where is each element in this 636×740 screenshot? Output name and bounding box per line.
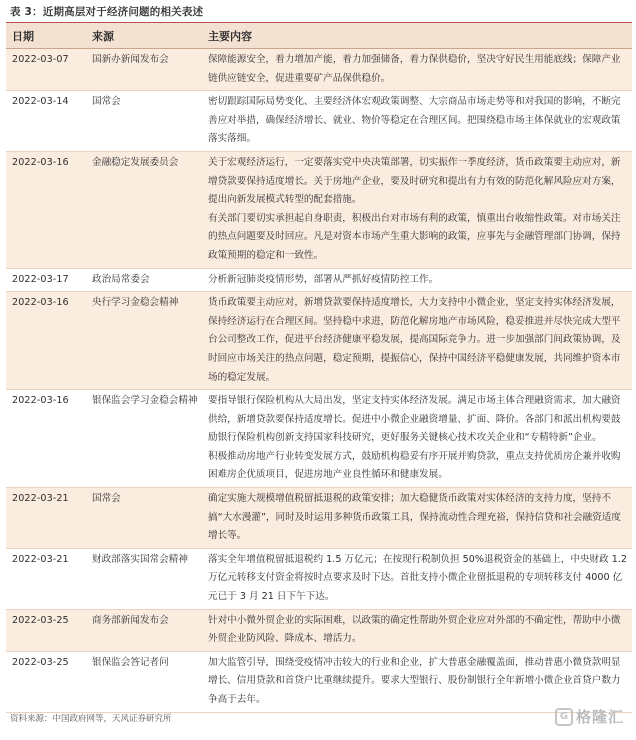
row-date: 2022-03-14 <box>6 91 86 152</box>
row-source: 金融稳定发展委员会 <box>86 151 202 268</box>
row-source: 国常会 <box>86 488 202 549</box>
statements-table <box>6 22 632 713</box>
row-source: 银保监会答记者问 <box>86 651 202 712</box>
brand-icon: G <box>555 708 573 726</box>
row-content <box>202 91 632 152</box>
row-source: 银保监会学习金稳会精神 <box>86 390 202 488</box>
header-content: 主要内容 <box>202 23 632 49</box>
table-row <box>6 488 632 549</box>
content-paragraph: 确定实施大规模增值税留抵退税的政策安排；加大稳健货币政策对实体经济的支持力度，坚持不搞“大水漫灌”，同时及时运用多种货币政策工具，保持流动性合理充裕，保持信贷和社会融资适度增长等。 <box>208 493 621 542</box>
content-paragraph: 保障能源安全，着力增加产能，着力加强储备，着力保供稳价，坚决守好民生用能底线；保障产业链供应链安全，促进重要矿产品保供稳价。 <box>208 54 621 84</box>
row-content <box>202 151 632 268</box>
row-date: 2022-03-16 <box>6 390 86 488</box>
table-row <box>6 548 632 609</box>
row-content <box>202 292 632 390</box>
content-paragraph: 落实全年增值税留抵退税约 1.5 万亿元；在按现行税制负担 50%退税资金的基础上，中央财政 1.2 万亿元转移支付资金将按时点要求及时下达。首批支持小微企业留抵退税的专项转移支付 4000 亿元已于 3 月 21 日下午下达。 <box>208 553 628 603</box>
table-row <box>6 609 632 651</box>
table-row <box>6 151 632 268</box>
row-date: 2022-03-16 <box>6 292 86 390</box>
header-source: 来源 <box>86 23 202 49</box>
table-row <box>6 268 632 292</box>
table-row <box>6 292 632 390</box>
header-date: 日期 <box>6 23 86 49</box>
row-content <box>202 488 632 549</box>
row-date: 2022-03-21 <box>6 548 86 609</box>
content-paragraph: 密切跟踪国际局势变化、主要经济体宏观政策调整、大宗商品市场走势等和对我国的影响，不断完善应对举措，确保经济增长、就业、物价等稳定在合理区间。把围绕稳市场主体保就业的宏观政策落实落细。 <box>208 96 621 145</box>
table-header-row <box>6 23 632 49</box>
source-note: 资料来源：中国政府网等，天风证券研究所 <box>10 714 172 724</box>
row-date: 2022-03-07 <box>6 49 86 91</box>
content-paragraph: 分析新冠肺炎疫情形势，部署从严抓好疫情防控工作。 <box>208 273 439 285</box>
row-source: 央行学习金稳会精神 <box>86 292 202 390</box>
row-source: 财政部落实国常会精神 <box>86 548 202 609</box>
table-row <box>6 91 632 152</box>
content-paragraph: 加大监管引导，围绕受疫情冲击较大的行业和企业，扩大普惠金融覆盖面，推动普惠小微贷款明显增长、信用贷款和首贷户比重继续提升。要求大型银行、股份制银行全年新增小微企业首贷户数力争高于去年。 <box>208 656 621 705</box>
content-paragraph: 要指导银行保险机构从大局出发，坚定支持实体经济发展。满足市场主体合理融资需求，加大融资供给，新增贷款要保持适度增长。促进中小微企业融资增量、扩面、降价。各部门和派出机构要鼓励银行保险机构创新支持国家科技研究，更好服务关键核心技术攻关企业和“专精特新”企业。 <box>208 395 621 444</box>
row-content <box>202 49 632 91</box>
content-paragraph: 关于宏观经济运行，一定要落实党中央决策部署，切实振作一季度经济，货币政策要主动应对，新增贷款要保持适度增长。关于房地产企业，要及时研究和提出有力有效的防范化解风险应对方案，提出向新发展模式转型的配套措施。 <box>208 156 621 206</box>
table-row <box>6 390 632 488</box>
content-paragraph: 针对中小微外贸企业的实际困难，以政策的确定性帮助外贸企业应对外部的不确定性，帮助中小微外贸企业防风险、降成本、增活力。 <box>208 614 621 645</box>
row-date: 2022-03-25 <box>6 651 86 712</box>
content-paragraph: 有关部门要切实承担起自身职责，积极出台对市场有利的政策，慎重出台收缩性政策。对市场关注的热点问题要及时回应。凡是对资本市场产生重大影响的政策，应事先与金融管理部门协调，保持政策预期的稳定和一致性。 <box>208 212 621 261</box>
row-content <box>202 268 632 292</box>
row-source: 政治局常委会 <box>86 268 202 292</box>
table-row <box>6 651 632 712</box>
row-date: 2022-03-21 <box>6 488 86 549</box>
row-source: 商务部新闻发布会 <box>86 609 202 651</box>
row-content <box>202 390 632 488</box>
row-date: 2022-03-17 <box>6 268 86 292</box>
watermark-logo <box>555 706 624 727</box>
table-caption: 表 3：近期高层对于经济问题的相关表述 <box>10 6 204 18</box>
row-content <box>202 651 632 712</box>
content-paragraph: 积极推动房地产行业转变发展方式，鼓励机构稳妥有序开展并购贷款，重点支持优质房企兼并收购困难房企优质项目，促进房地产业良性循环和健康发展。 <box>208 450 621 481</box>
row-content <box>202 609 632 651</box>
content-paragraph: 货币政策要主动应对，新增贷款要保持适度增长，大力支持中小微企业，坚定支持实体经济发展，保持经济运行在合理区间。坚持稳中求进，防范化解房地产市场风险，稳妥推进并尽快完成大型平台公司整改工作，促进平台经济健康平稳发展，提高国际竞争力。进一步加强部门间政策协调，及时回应市场关注的热点问题，稳定预期，提振信心，保持中国经济平稳健康发展，共同维护资本市场的稳定发展。 <box>208 297 621 383</box>
table-row <box>6 49 632 91</box>
row-source: 国常会 <box>86 91 202 152</box>
row-date: 2022-03-16 <box>6 151 86 268</box>
watermark-text: 格隆汇 <box>575 708 624 726</box>
row-date: 2022-03-25 <box>6 609 86 651</box>
row-content <box>202 548 632 609</box>
row-source: 国新办新闻发布会 <box>86 49 202 91</box>
